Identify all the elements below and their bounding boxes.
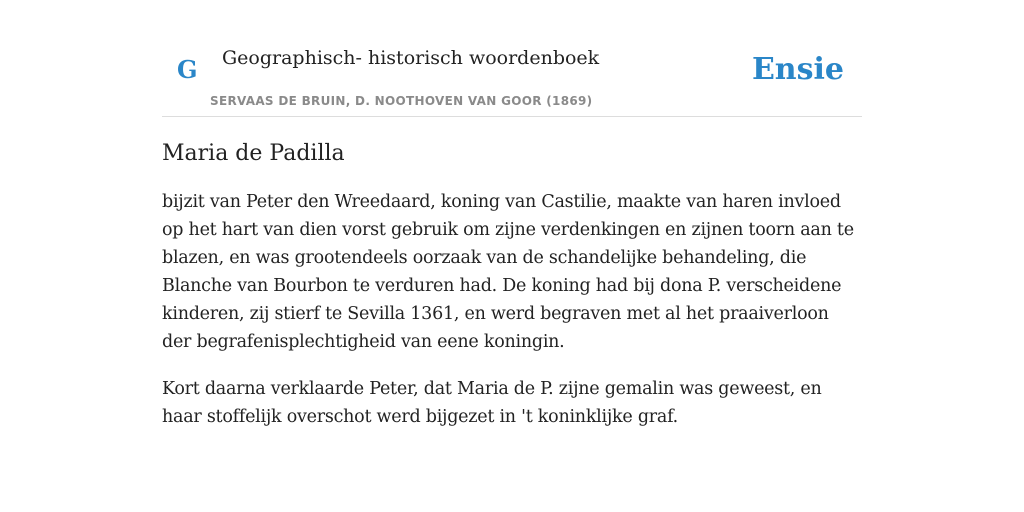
book-author: SERVAAS DE BRUIN, D. NOOTHOVEN VAN GOOR (1869) — [210, 94, 593, 108]
book-letter-icon: G — [177, 55, 198, 84]
entry-body — [162, 188, 862, 431]
book-header — [162, 0, 862, 117]
ensie-logo[interactable]: Ensie — [751, 52, 844, 87]
entry-paragraph: bijzit van Peter den Wreedaard, koning van Castilie, maakte van haren invloed op het hart van dien vorst gebruik om zijne verdenkingen en zijnen toorn aan te blazen, en was grootendeels oorzaak van de schandelijke behandeling, die Blanche van Bourbon te verduren had. De koning had bij dona P. verscheidene kinderen, zij stierf te Sevilla 1361, en werd begraven met al het praaiverloon der begrafenisplechtigheid van eene koningin. — [162, 192, 854, 352]
entry-article — [162, 136, 862, 450]
entry-paragraph: Kort daarna verklaarde Peter, dat Maria de P. zijne gemalin was geweest, en haar stoffelijk overschot werd bijgezet in 't koninklijke graf. — [162, 379, 822, 427]
book-title[interactable]: Geographisch- historisch woordenboek — [222, 47, 600, 69]
entry-title: Maria de Padilla — [162, 141, 345, 166]
